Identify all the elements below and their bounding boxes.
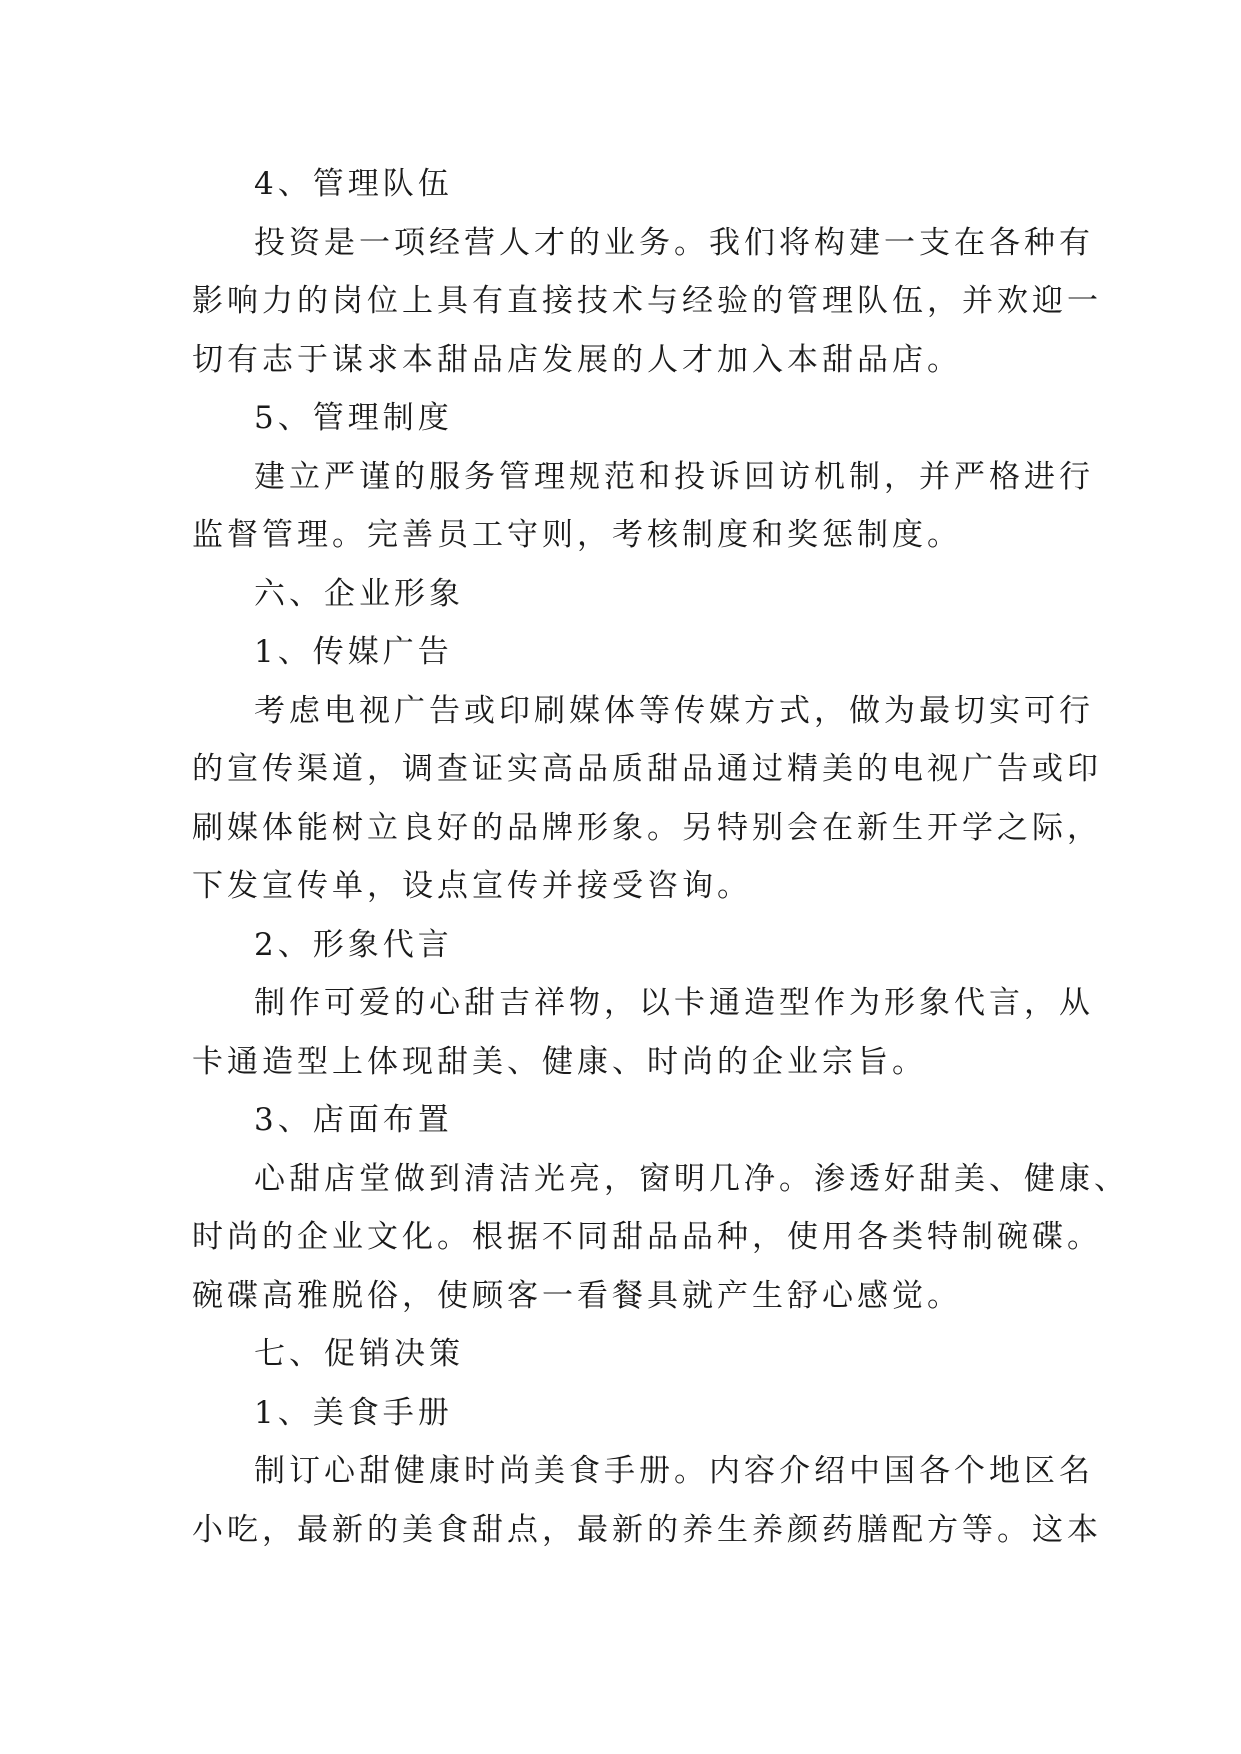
paragraph-line: 时尚的企业文化。根据不同甜品品种，使用各类特制碗碟。	[192, 1219, 1102, 1255]
paragraph-line: 切有志于谋求本甜品店发展的人才加入本甜品店。	[192, 341, 962, 378]
heading-management-system: 5、管理制度	[254, 400, 453, 436]
heading-management-team: 4、管理队伍	[254, 166, 453, 202]
paragraph-line: 制订心甜健康时尚美食手册。内容介绍中国各个地区名	[254, 1453, 1094, 1489]
document-page	[192, 155, 1129, 1559]
paragraph-line: 投资是一项经营人才的业务。我们将构建一支在各种有	[254, 224, 1094, 261]
heading-store-layout: 3、店面布置	[254, 1102, 453, 1138]
heading-media-advertising: 1、传媒广告	[254, 634, 453, 670]
paragraph-line: 监督管理。完善员工守则，考核制度和奖惩制度。	[192, 517, 962, 553]
heading-image-spokesperson: 2、形象代言	[254, 926, 453, 963]
paragraph-line: 建立严谨的服务管理规范和投诉回访机制，并严格进行	[254, 458, 1094, 495]
paragraph-line: 制作可爱的心甜吉祥物，以卡通造型作为形象代言，从	[254, 985, 1094, 1021]
heading-food-handbook: 1、美食手册	[254, 1394, 453, 1431]
paragraph-line: 的宣传渠道，调查证实高品质甜品通过精美的电视广告或印	[192, 751, 1102, 787]
paragraph-line: 下发宣传单，设点宣传并接受咨询。	[192, 868, 752, 904]
section-heading-promotion: 七、促销决策	[254, 1336, 464, 1372]
paragraph-line: 心甜店堂做到清洁光亮，窗明几净。渗透好甜美、健康、	[254, 1160, 1129, 1197]
paragraph-line: 影响力的岗位上具有直接技术与经验的管理队伍，并欢迎一	[192, 283, 1102, 319]
paragraph-line: 考虑电视广告或印刷媒体等传媒方式，做为最切实可行	[254, 692, 1094, 729]
paragraph-line: 卡通造型上体现甜美、健康、时尚的企业宗旨。	[192, 1043, 927, 1080]
paragraph-line: 碗碟高雅脱俗，使顾客一看餐具就产生舒心感觉。	[192, 1277, 962, 1314]
paragraph-line: 刷媒体能树立良好的品牌形象。另特别会在新生开学之际，	[192, 809, 1102, 846]
section-heading-corporate-image: 六、企业形象	[254, 575, 464, 612]
paragraph-line: 小吃，最新的美食甜点，最新的养生养颜药膳配方等。这本	[192, 1511, 1102, 1548]
